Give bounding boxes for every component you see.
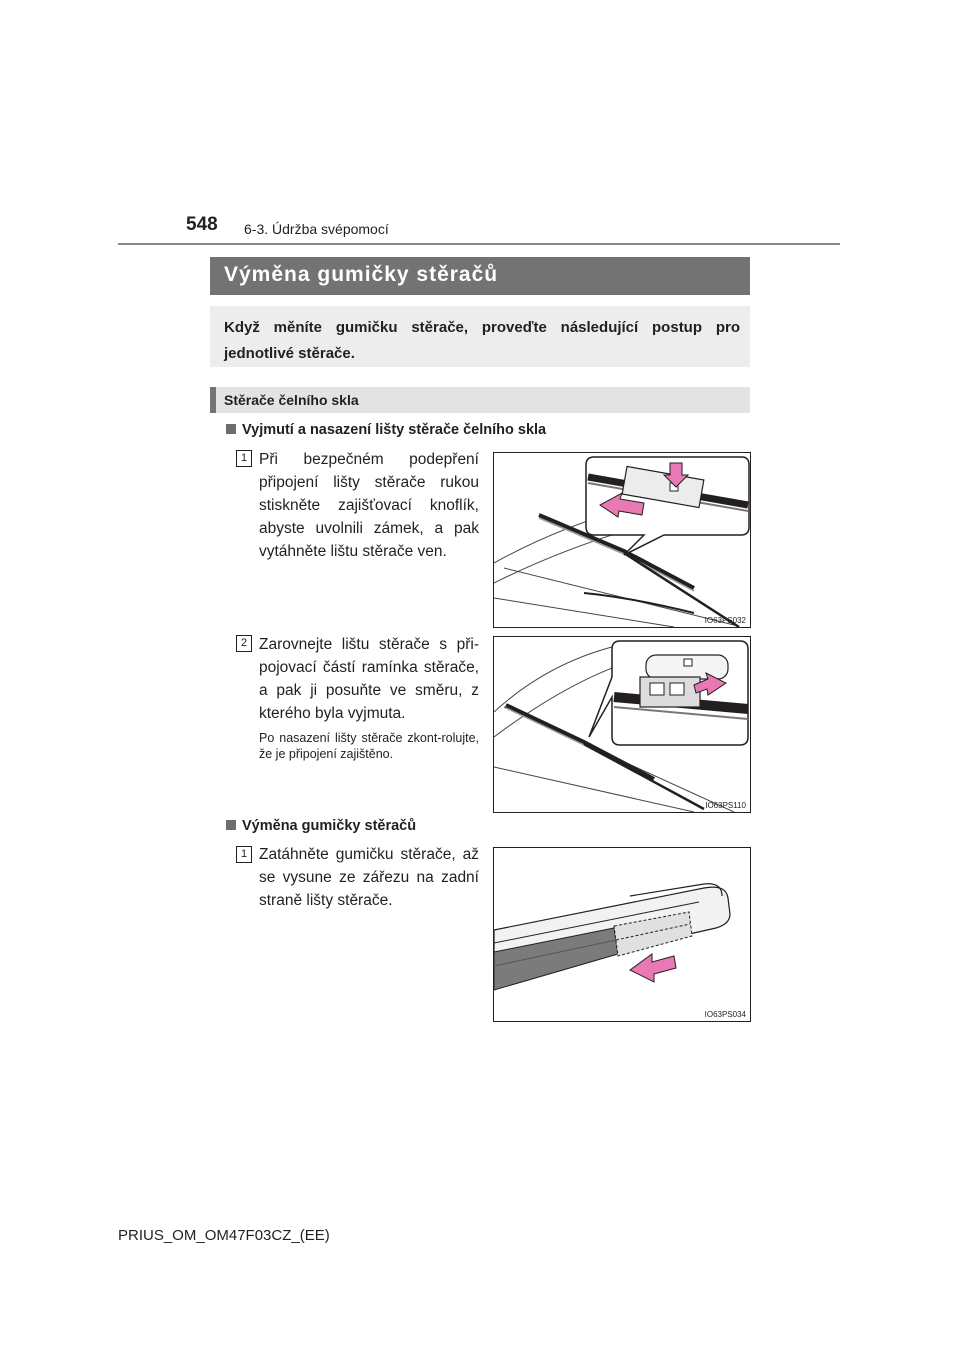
procedure-heading [226,818,416,834]
section-breadcrumb: 6-3. Údržba svépomocí [244,221,389,237]
step-number: 1 [236,450,252,467]
figure-wiper-blade-install [493,636,751,813]
procedure-heading [226,422,546,438]
page-number: 548 [186,214,218,235]
intro-text: Když měníte gumičku stěrače, proveďte následující postup pro jednotlivé stěrače. [224,319,740,362]
procedure-heading-text: Vyjmutí a nasazení lišty stěrače čelního skla [242,422,547,438]
figure-code: IO63PS032 [704,616,746,625]
footer-doc-code: PRIUS_OM_OM47F03CZ_(EE) [118,1227,330,1244]
wiper-removal-illustration [494,453,750,627]
subsection-title: Stěrače čelního skla [224,392,359,408]
step-number: 2 [236,635,252,652]
wiper-rubber-illustration [494,848,750,1021]
square-bullet-icon [226,820,236,830]
page-title: Výměna gumičky stěračů [224,263,499,286]
figure-code: IO63PS110 [705,801,746,810]
header-rule [118,243,840,245]
step-text: Zatáhněte gumičku stěrače, až se vysune ze zářezu na zadní straně lišty stěrače. [259,846,479,909]
step-note: Po nasazení lišty stěrače zkont-rolujte, že je připojení zajištěno. [259,731,479,761]
figure-wiper-blade-removal [493,452,751,628]
figure-code: IO63PS034 [704,1010,746,1019]
figure-wiper-rubber-removal [493,847,751,1022]
procedure-heading-text: Výměna gumičky stěračů [242,818,417,834]
step-text: Při bezpečném podepření připojení lišty stěrače rukou stiskněte zajišťovací knoflík, abyste uvolnili zámek, a pak vytáhněte lištu stěrače ven. [259,451,479,560]
step-text: Zarovnejte lištu stěrače s při-pojovací částí ramínka stěrače, a pak ji posuňte ve směru, z kterého byla vyjmuta. [259,636,479,722]
step-number: 1 [236,846,252,863]
square-bullet-icon [226,424,236,434]
wiper-install-illustration [494,637,750,812]
